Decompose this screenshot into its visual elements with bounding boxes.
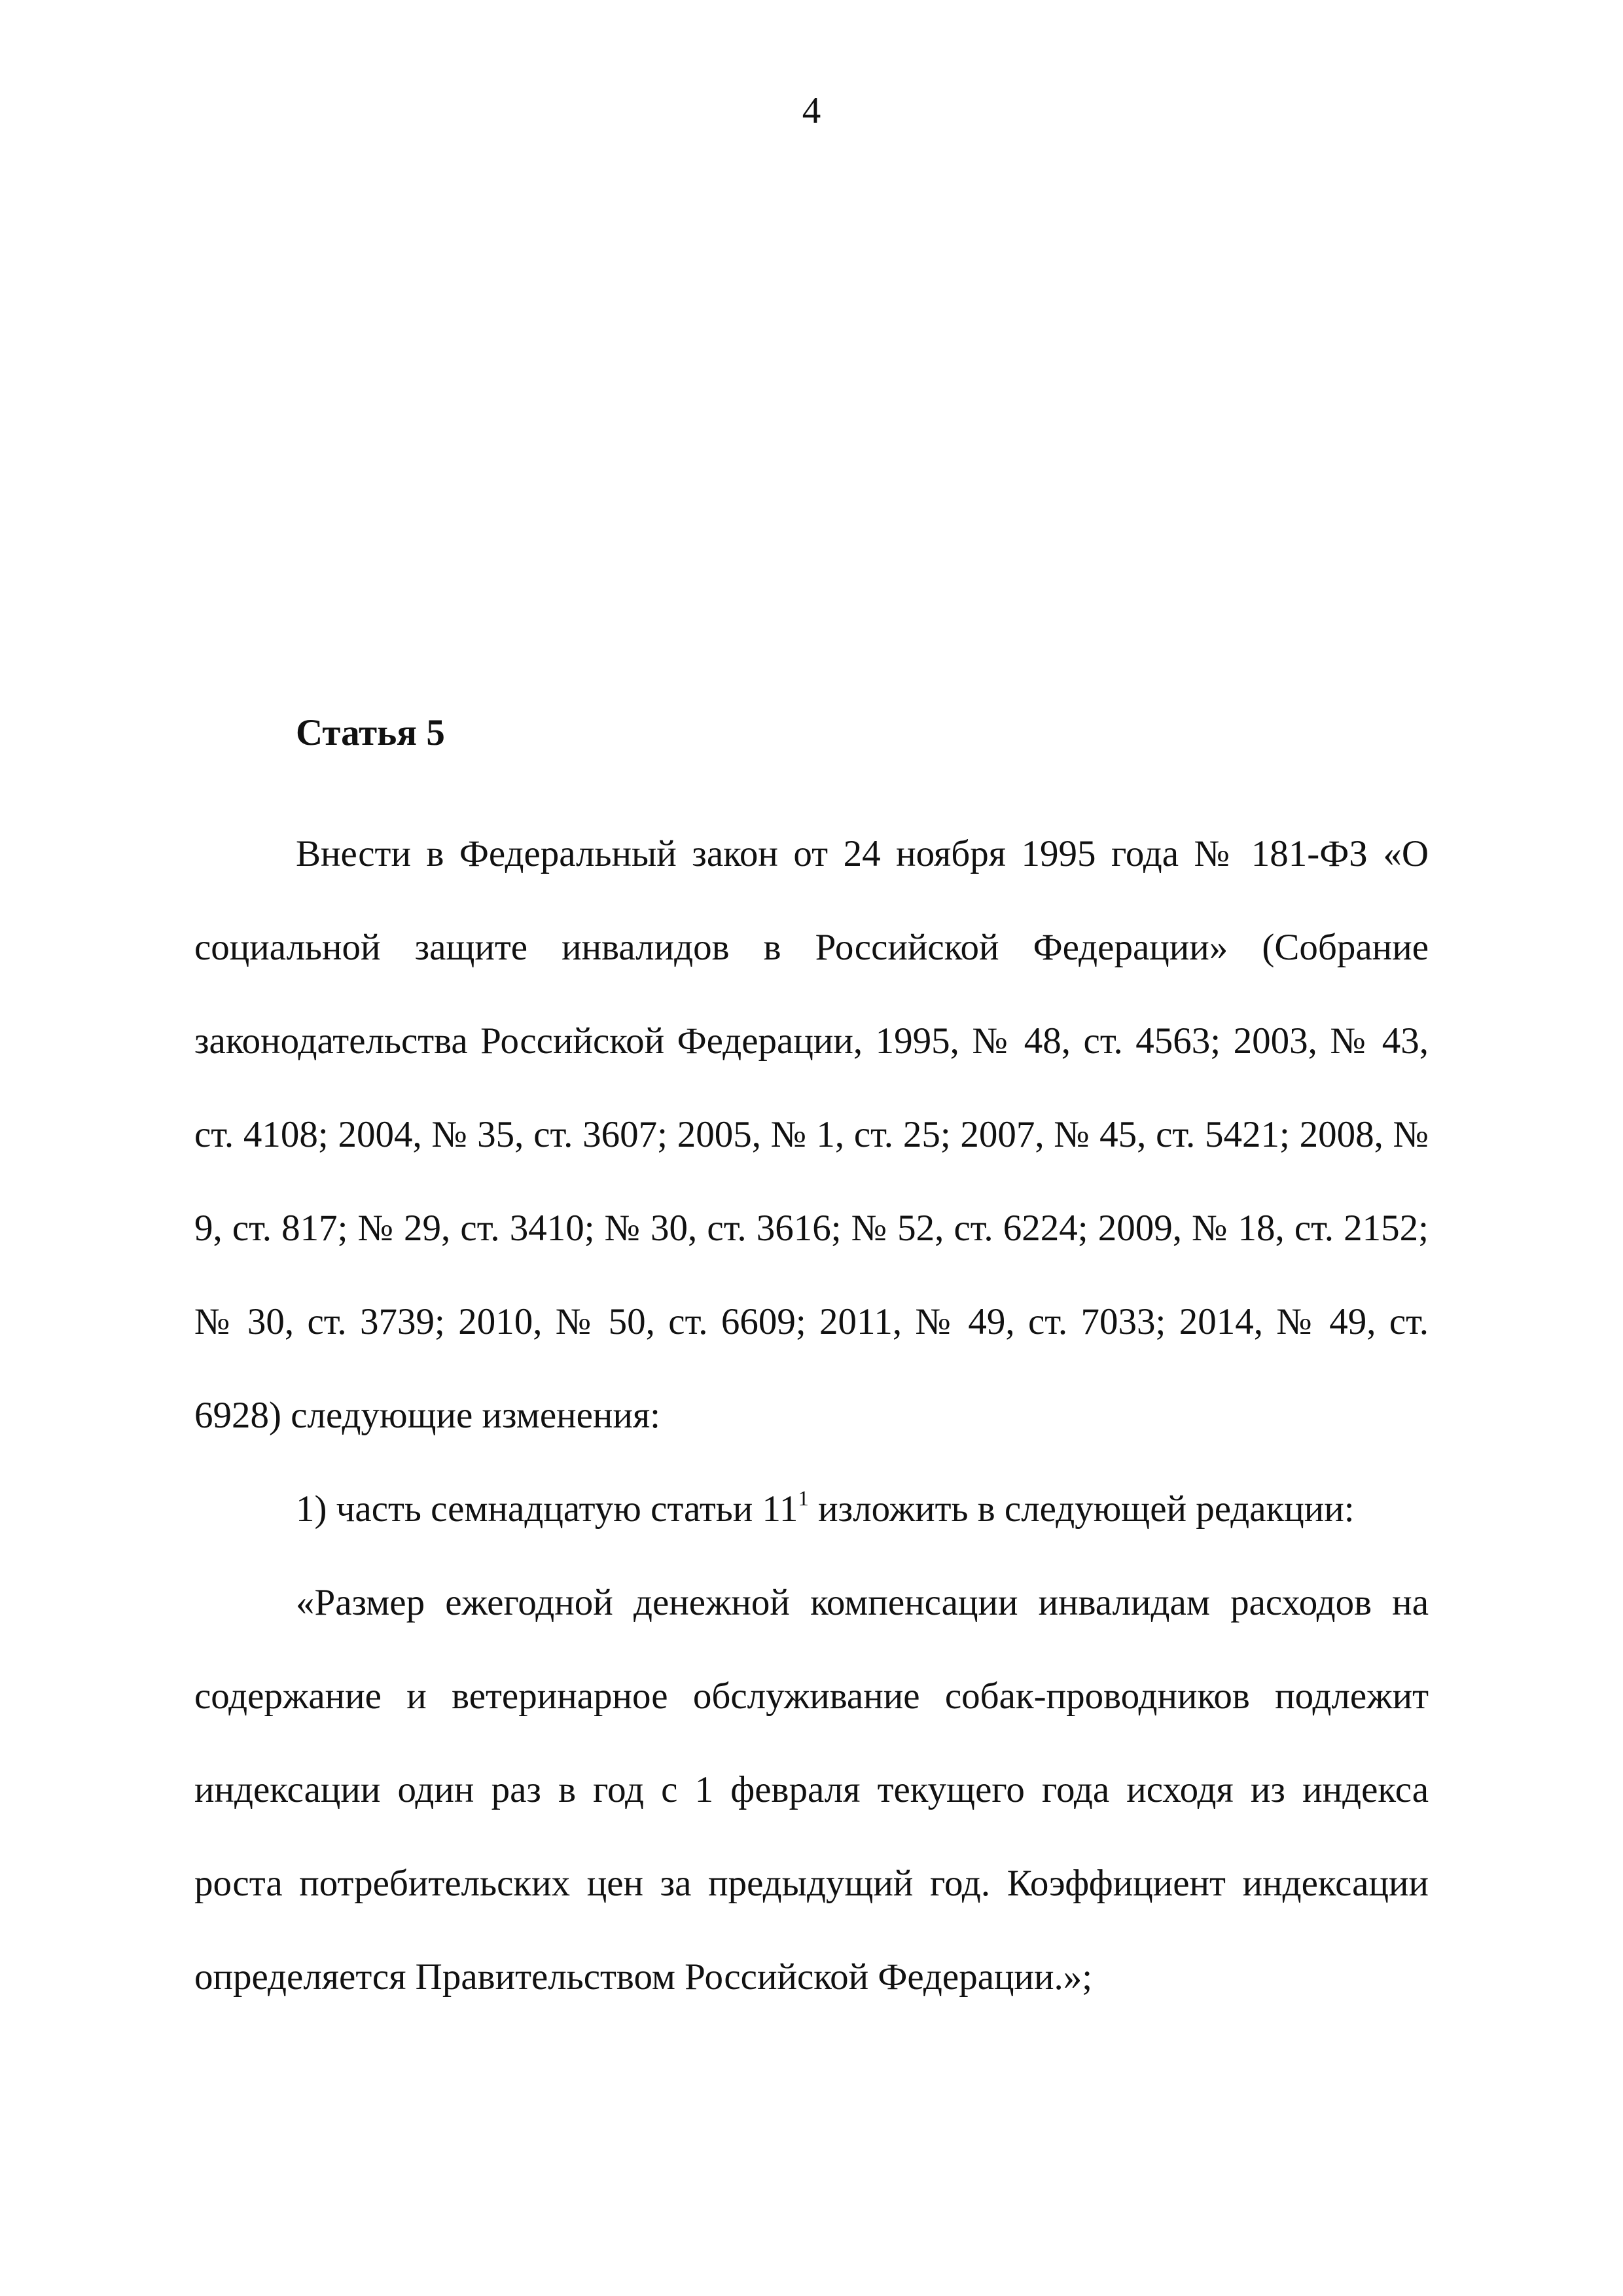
item-1-paragraph — [194, 1462, 1429, 1556]
article-intro-paragraph: Внести в Федеральный закон от 24 ноября 1995 года № 181-ФЗ «О социальной защите инвалидов в Российской Федерации» (Собрание законодательства Российской Федерации, 1995, № 48, ст. 4563; 2003, № 43, ст. 4108; 2004, № 35, ст. 3607; 2005, № 1, ст. 25; 2007, № 45, ст. 5421; 2008, № 9, ст. 817; № 29, ст. 3410; № 30, ст. 3616; № 52, ст. 6224; 2009, № 18, ст. 2152; № 30, ст. 3739; 2010, № 50, ст. 6609; 2011, № 49, ст. 7033; 2014, № 49, ст. 6928) следующие изменения: — [194, 833, 1429, 1436]
item-1-text: 1) часть семнадцатую статьи 11 — [296, 1488, 798, 1530]
item-1-superscript: 1 — [798, 1487, 809, 1511]
quoted-amendment-paragraph: «Размер ежегодной денежной компенсации инвалидам расходов на содержание и ветеринарное обслуживание собак-проводников подлежит индексации один раз в год с 1 февраля текущего года исходя из индекса роста потребительских цен за предыдущий год. Коэффициент индексации определяется Правительством Российской Федерации.»; — [194, 1582, 1429, 1998]
document-body — [194, 707, 1429, 2024]
article-title: Статья 5 — [296, 712, 445, 753]
page-number: 4 — [802, 90, 821, 132]
item-1-text-end: изложить в следующей редакции: — [808, 1488, 1355, 1530]
